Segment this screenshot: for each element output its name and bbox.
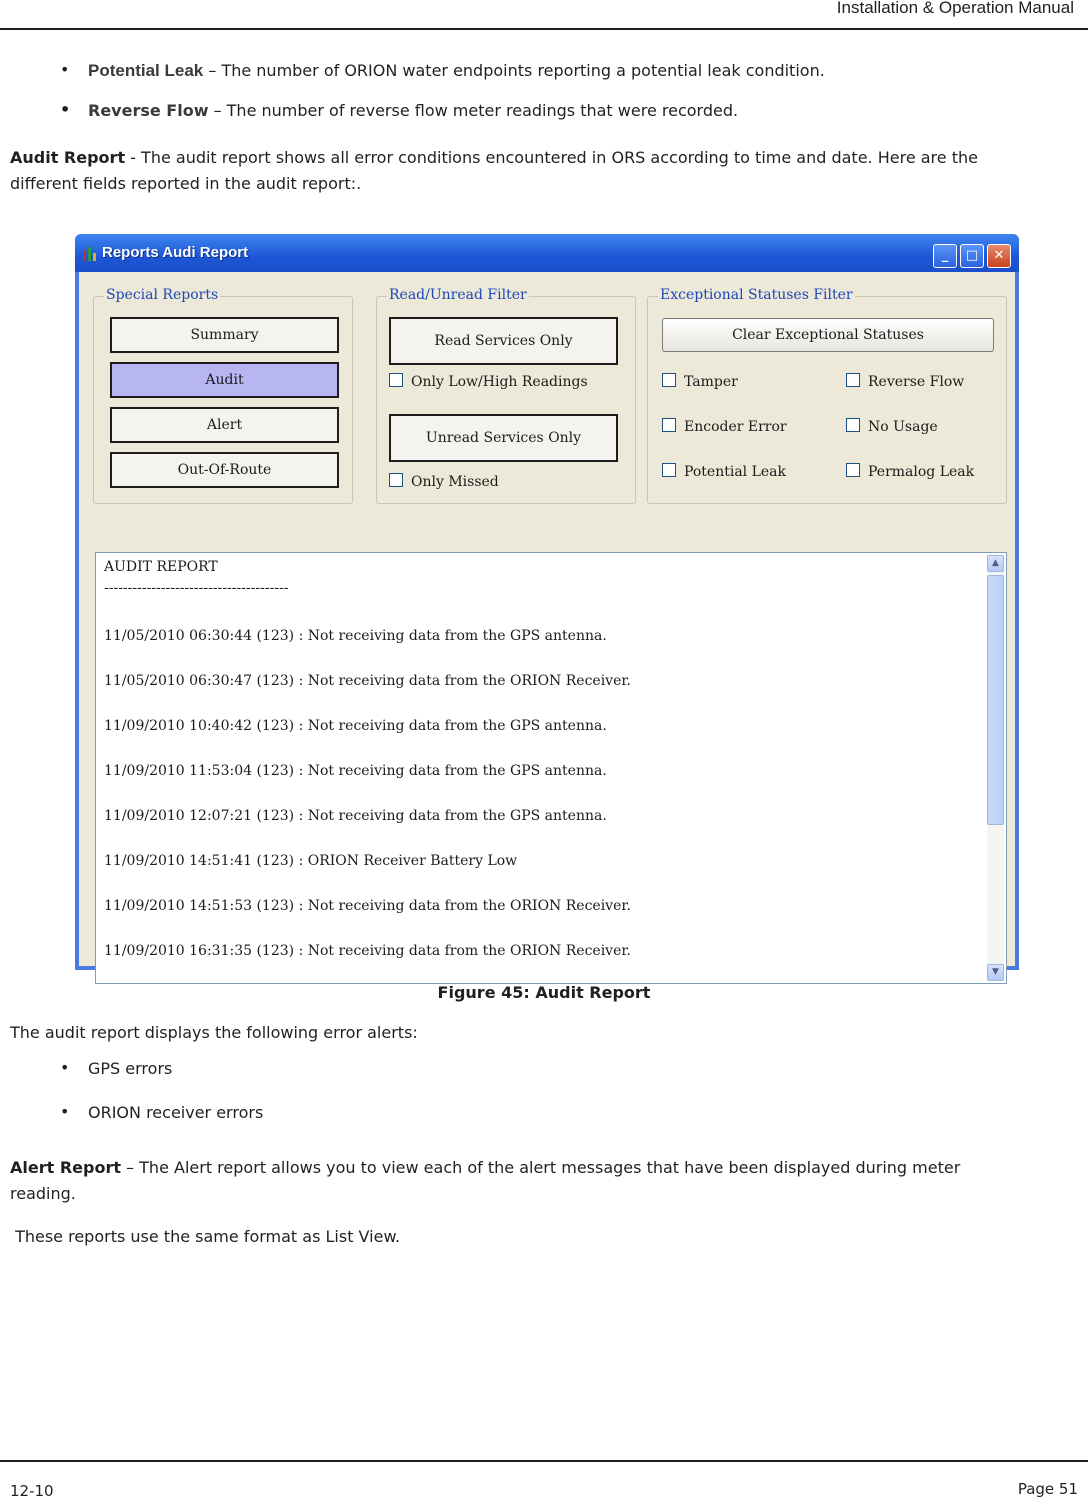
potential-leak-label: Potential Leak: [684, 464, 786, 480]
header-rule: [0, 28, 1088, 30]
checkbox-box[interactable]: [389, 373, 403, 387]
scroll-down-icon[interactable]: ▼: [987, 964, 1004, 981]
alert-para-line2: reading.: [10, 1184, 76, 1203]
exceptional-statuses-label: Exceptional Statuses Filter: [660, 287, 853, 303]
checkbox-box[interactable]: [846, 418, 860, 432]
audit-button[interactable]: Audit: [110, 362, 339, 398]
tamper-checkbox[interactable]: [662, 373, 738, 390]
vertical-scrollbar[interactable]: [987, 555, 1004, 981]
footer-rule: [0, 1460, 1088, 1462]
footer-page-number: Page 51: [1017, 1480, 1078, 1498]
report-line: 11/05/2010 06:30:47 (123) : Not receiving data from the ORION Receiver.: [104, 673, 631, 689]
manual-header-title: Installation & Operation Manual: [836, 0, 1074, 17]
only-low-high-label: Only Low/High Readings: [411, 374, 588, 390]
alerts-intro: The audit report displays the following error alerts:: [10, 1023, 418, 1042]
only-missed-label: Only Missed: [411, 474, 499, 490]
checkbox-box[interactable]: [846, 373, 860, 387]
bullet-glyph: •: [60, 100, 71, 119]
desc-reverse-flow: – The number of reverse flow meter readings that were recorded.: [208, 101, 739, 120]
permalog-leak-label: Permalog Leak: [868, 464, 975, 480]
footer-section-number: 12-10: [10, 1482, 54, 1500]
scrollbar-thumb[interactable]: [987, 575, 1004, 825]
alert-item-orion: ORION receiver errors: [88, 1103, 264, 1122]
report-line: 11/09/2010 10:40:42 (123) : Not receiving data from the GPS antenna.: [104, 718, 607, 734]
tamper-label: Tamper: [684, 374, 738, 390]
checkbox-box[interactable]: [389, 473, 403, 487]
alert-button[interactable]: Alert: [110, 407, 339, 443]
alert-report-paragraph: [10, 1155, 1070, 1207]
alert-para-line1: – The Alert report allows you to view each of the alert messages that have been displayed during meter: [120, 1158, 961, 1177]
report-divider: ---------------------------------------: [104, 580, 289, 596]
reverse-flow-checkbox[interactable]: [846, 373, 964, 390]
encoder-error-checkbox[interactable]: [662, 418, 787, 435]
term-potential-leak: Potential Leak: [88, 61, 204, 80]
read-services-only-button[interactable]: Read Services Only: [389, 317, 618, 365]
scroll-up-icon[interactable]: ▲: [987, 555, 1004, 572]
term-reverse-flow: Reverse Flow: [88, 101, 209, 120]
alert-item-gps: GPS errors: [88, 1059, 173, 1078]
bullet-reverse-flow: [88, 98, 738, 124]
only-low-high-checkbox[interactable]: [389, 373, 588, 390]
checkbox-box[interactable]: [662, 463, 676, 477]
window-titlebar[interactable]: [75, 234, 1019, 272]
unread-services-only-button[interactable]: Unread Services Only: [389, 414, 618, 462]
potential-leak-checkbox[interactable]: [662, 463, 786, 480]
no-usage-label: No Usage: [868, 419, 938, 435]
window-title: Reports Audi Report: [102, 244, 249, 261]
report-line: 11/05/2010 06:30:44 (123) : Not receiving data from the GPS antenna.: [104, 628, 607, 644]
audit-report-paragraph: [10, 145, 1070, 197]
encoder-error-label: Encoder Error: [684, 419, 787, 435]
audit-para-line2: different fields reported in the audit report:.: [10, 174, 362, 193]
close-button[interactable]: ✕: [987, 244, 1011, 268]
report-heading: AUDIT REPORT: [104, 559, 218, 575]
window-client-area: [79, 272, 1015, 977]
out-of-route-button[interactable]: Out-Of-Route: [110, 452, 339, 488]
read-unread-filter-label: Read/Unread Filter: [389, 287, 527, 303]
read-unread-filter-group: [376, 287, 636, 504]
reverse-flow-label: Reverse Flow: [868, 374, 965, 390]
term-alert-report: Alert Report: [10, 1158, 121, 1177]
permalog-leak-checkbox[interactable]: [846, 463, 974, 480]
audit-para-line1: - The audit report shows all error conditions encountered in ORS according to time and date. Here are the: [125, 148, 978, 167]
checkbox-box[interactable]: [662, 373, 676, 387]
summary-button[interactable]: Summary: [110, 317, 339, 353]
minimize-button[interactable]: _: [933, 244, 957, 268]
special-reports-label: Special Reports: [106, 287, 219, 303]
report-line: 11/09/2010 14:51:53 (123) : Not receiving data from the ORION Receiver.: [104, 898, 631, 914]
report-line: 11/09/2010 16:31:35 (123) : Not receiving data from the ORION Receiver.: [104, 943, 631, 959]
exceptional-statuses-group: [647, 287, 1007, 504]
only-missed-checkbox[interactable]: [389, 473, 499, 490]
checkbox-box[interactable]: [662, 418, 676, 432]
format-note: These reports use the same format as List View.: [10, 1227, 401, 1246]
term-audit-report: Audit Report: [10, 148, 126, 167]
checkbox-box[interactable]: [846, 463, 860, 477]
report-line: 11/09/2010 12:07:21 (123) : Not receiving data from the GPS antenna.: [104, 808, 607, 824]
audit-report-textarea[interactable]: [95, 552, 1007, 984]
no-usage-checkbox[interactable]: [846, 418, 938, 435]
special-reports-group: [93, 287, 353, 504]
bullet-glyph: •: [60, 1058, 70, 1077]
report-line: 11/09/2010 14:51:41 (123) : ORION Receiver Battery Low: [104, 853, 518, 869]
desc-potential-leak: – The number of ORION water endpoints reporting a potential leak condition.: [203, 61, 825, 80]
clear-exceptional-statuses-button[interactable]: Clear Exceptional Statuses: [662, 318, 994, 352]
bullet-glyph: •: [60, 60, 70, 79]
maximize-button[interactable]: □: [960, 244, 984, 268]
report-line: 11/09/2010 11:53:04 (123) : Not receiving data from the GPS antenna.: [104, 763, 607, 779]
app-icon: [82, 246, 98, 262]
figure-caption: Figure 45: Audit Report: [437, 983, 651, 1002]
reports-window: [75, 234, 1019, 977]
bullet-glyph: •: [60, 1102, 70, 1121]
bullet-potential-leak: [88, 58, 825, 84]
